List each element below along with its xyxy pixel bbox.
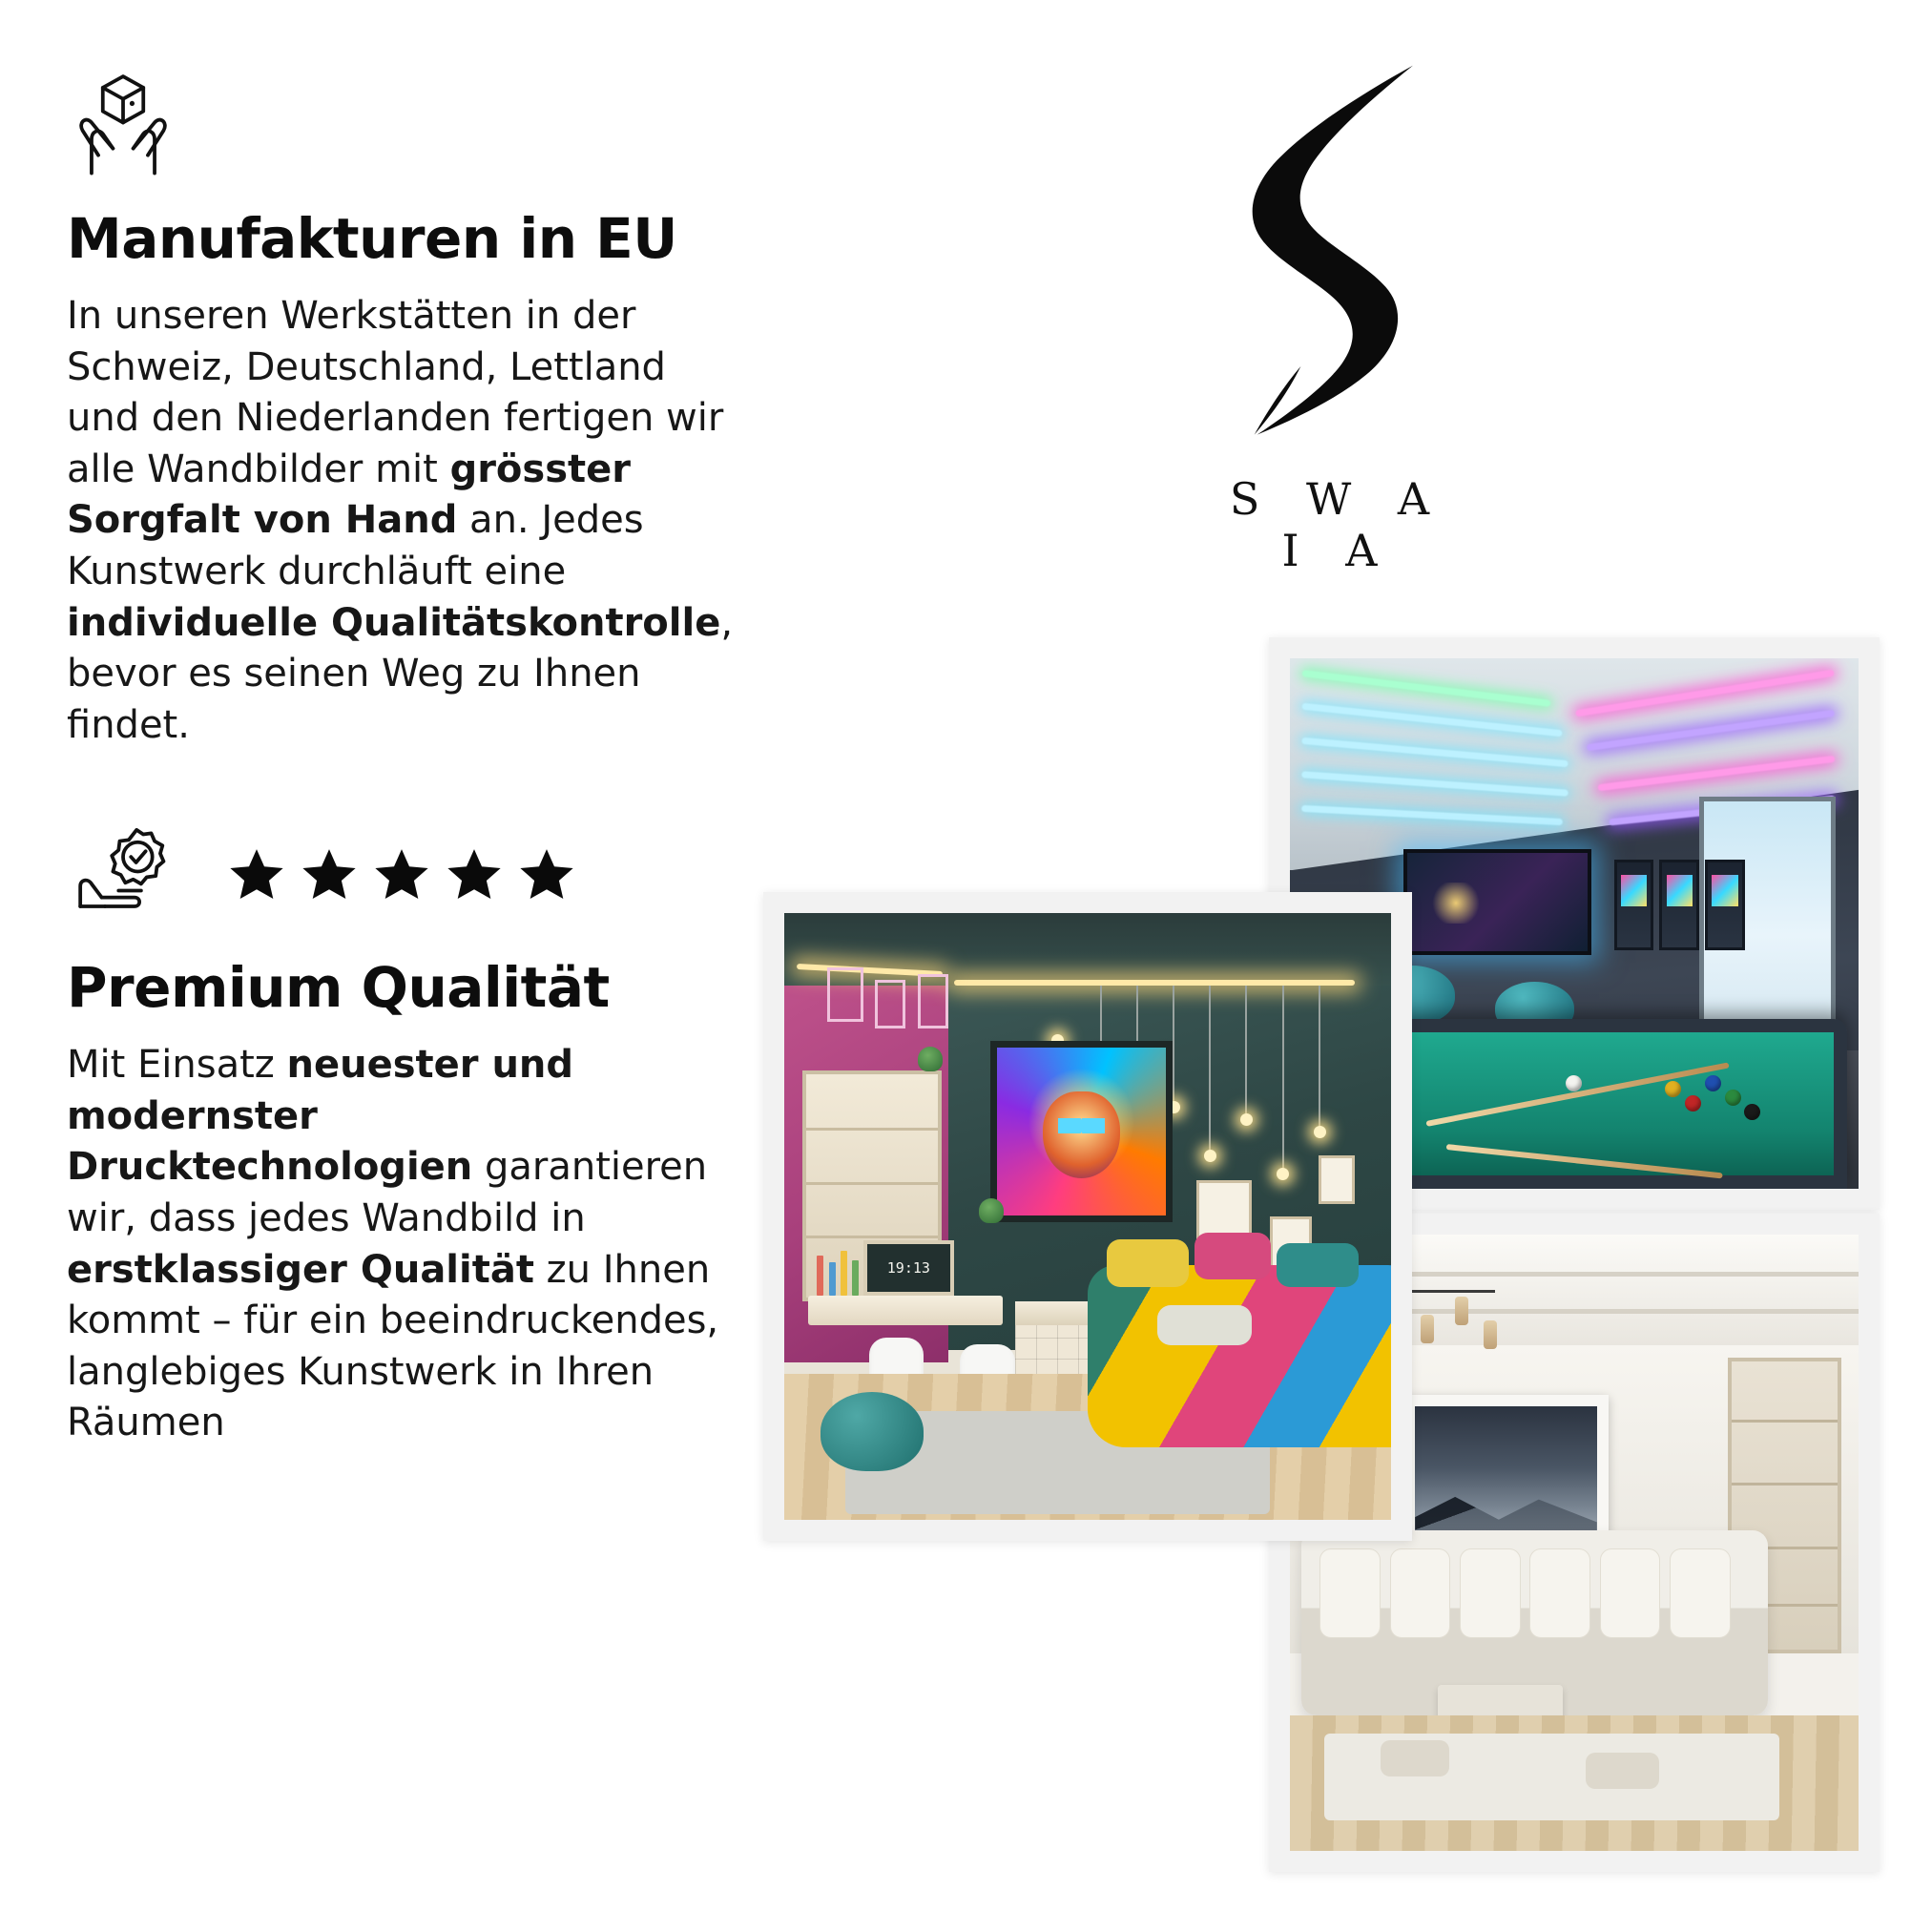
kids-room-lion-artwork-photo bbox=[763, 892, 1412, 1541]
feature-1-body: In unseren Werkstätten in der Schweiz, Deutschland, Lettland und den Niederlanden fertigen wir alle Wandbilder mit grösster Sorgfalt von Hand an. Jedes Kunstwerk durchläuft eine individuelle Qualitätskontrolle, bevor es seinen Weg zu Ihnen findet. bbox=[67, 293, 734, 747]
feature-2-title: Premium Qualität bbox=[67, 955, 610, 1021]
feature-1-title: Manufakturen in EU bbox=[67, 206, 677, 271]
brand-logo bbox=[1188, 57, 1474, 576]
feature-manufacturing bbox=[67, 69, 792, 751]
features-column bbox=[67, 69, 792, 1449]
hand-holding-quality-badge-icon bbox=[67, 819, 179, 931]
star-icon-2 bbox=[300, 845, 359, 904]
desk-clock-display: 19:13 bbox=[863, 1240, 954, 1295]
feature-premium-quality bbox=[67, 818, 792, 1449]
star-icon-3 bbox=[372, 845, 431, 904]
star-icon-4 bbox=[445, 845, 504, 904]
swaia-s-logo-icon bbox=[1207, 57, 1455, 467]
feature-2-body: Mit Einsatz neuester und modernster Drucktechnologien garantieren wir, dass jedes Wandbild in erstklassiger Qualität zu Ihnen kommt – für ein beeindruckendes, langlebiges Kunstwerk in Ihren Räumen bbox=[67, 1043, 719, 1445]
feature-1-icon-row bbox=[67, 69, 792, 183]
feature-2-icon-row bbox=[67, 818, 792, 932]
star-icon-1 bbox=[227, 845, 286, 904]
lion-wall-art bbox=[990, 1041, 1173, 1223]
rating-stars bbox=[227, 845, 576, 904]
bed bbox=[1088, 1265, 1391, 1447]
hands-holding-box-icon bbox=[67, 70, 179, 182]
star-icon-5 bbox=[517, 845, 576, 904]
brand-wordmark: S W A I A bbox=[1229, 473, 1446, 576]
